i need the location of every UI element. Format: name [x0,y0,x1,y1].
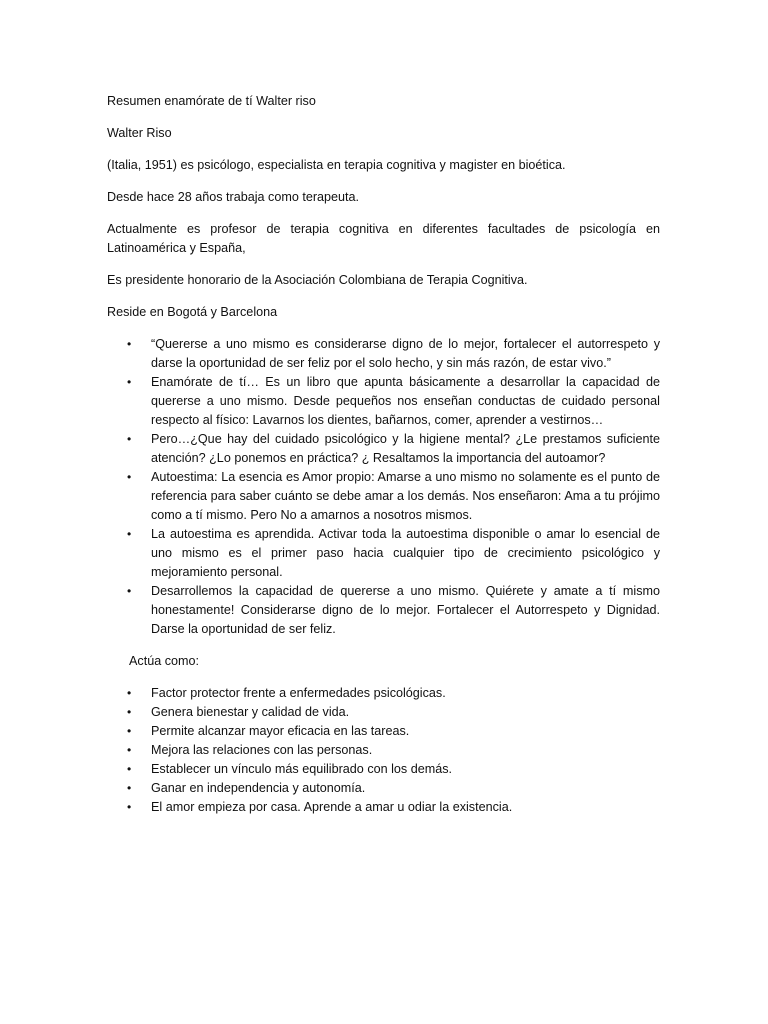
list-item-text: Permite alcanzar mayor eficacia en las tareas. [151,724,410,738]
list-item [107,741,660,760]
list-item [107,760,660,779]
list-item [107,722,660,741]
list-item-text: Autoestima: La esencia es Amor propio: Amarse a uno mismo no solamente es el punto de referencia para saber cuánto se debe amar a los demás. Nos enseñaron: Ama a tu prójimo como a tí mismo. Pero No a amarnos a nosotros mismos. [151,470,660,522]
intro-presidency: Es presidente honorario de la Asociación Colombiana de Terapia Cognitiva. [107,273,528,287]
list-item-text: “Quererse a uno mismo es considerarse digno de lo mejor, fortalecer el autorrespeto y darse la oportunidad de ser feliz por el solo hecho, y sin más razón, de estar vivo.” [151,337,660,370]
bullet-icon: • [127,686,132,700]
intro-birth-profession: (Italia, 1951) es psicólogo, especialista en terapia cognitiva y magister en bioética. [107,158,566,172]
list-item-text: Ganar en independencia y autonomía. [151,781,366,795]
document-body [107,92,660,830]
list-item [107,582,660,639]
summary-list [107,335,660,639]
list-item [107,373,660,430]
list-item-text: Desarrollemos la capacidad de quererse a uno mismo. Quiérete y amate a tí mismo honestamente! Considerarse digno de lo mejor. Fortalecer el Autorrespeto y Dignidad. Darse la oportunidad de ser feliz. [151,584,660,636]
intro-experience: Desde hace 28 años trabaja como terapeuta. [107,190,360,204]
bullet-icon: • [127,432,132,446]
bullet-icon: • [127,584,132,598]
list-item-text: La autoestima es aprendida. Activar toda la autoestima disponible o amar lo esencial de uno mismo es el primer paso hacia cualquier tipo de crecimiento psicológico y mejoramiento personal. [151,527,660,579]
acts-list [107,684,660,817]
bullet-icon: • [127,743,132,757]
list-item [107,798,660,817]
list-item [107,335,660,373]
bullet-icon: • [127,527,132,541]
bullet-icon: • [127,705,132,719]
bullet-icon: • [127,800,132,814]
list-item-text: Genera bienestar y calidad de vida. [151,705,350,719]
intro-teaching: Actualmente es profesor de terapia cognitiva en diferentes facultades de psicología en Latinoamérica y España, [107,222,660,255]
list-item [107,703,660,722]
list-item-text: El amor empieza por casa. Aprende a amar u odiar la existencia. [151,800,513,814]
document-title: Resumen enamórate de tí Walter riso [107,94,316,108]
intro-residence: Reside en Bogotá y Barcelona [107,305,278,319]
bullet-icon: • [127,781,132,795]
list-item-text: Factor protector frente a enfermedades psicológicas. [151,686,446,700]
bullet-icon: • [127,724,132,738]
acts-label: Actúa como: [129,654,199,668]
bullet-icon: • [127,470,132,484]
list-item-text: Pero…¿Que hay del cuidado psicológico y la higiene mental? ¿Le prestamos suficiente atención? ¿Lo ponemos en práctica? ¿ Resaltamos la importancia del autoamor? [151,432,660,465]
list-item [107,684,660,703]
list-item-text: Enamórate de tí… Es un libro que apunta básicamente a desarrollar la capacidad de quererse a uno mismo. Desde pequeños nos enseñan conductas de cuidado personal respecto al físico: Lavarnos los dientes, bañarnos, comer, aprender a vestirnos… [151,375,660,427]
list-item [107,468,660,525]
list-item-text: Establecer un vínculo más equilibrado con los demás. [151,762,453,776]
list-item [107,525,660,582]
bullet-icon: • [127,762,132,776]
list-item [107,779,660,798]
bullet-icon: • [127,375,132,389]
list-item-text: Mejora las relaciones con las personas. [151,743,373,757]
author-heading: Walter Riso [107,126,172,140]
list-item [107,430,660,468]
bullet-icon: • [127,337,132,351]
